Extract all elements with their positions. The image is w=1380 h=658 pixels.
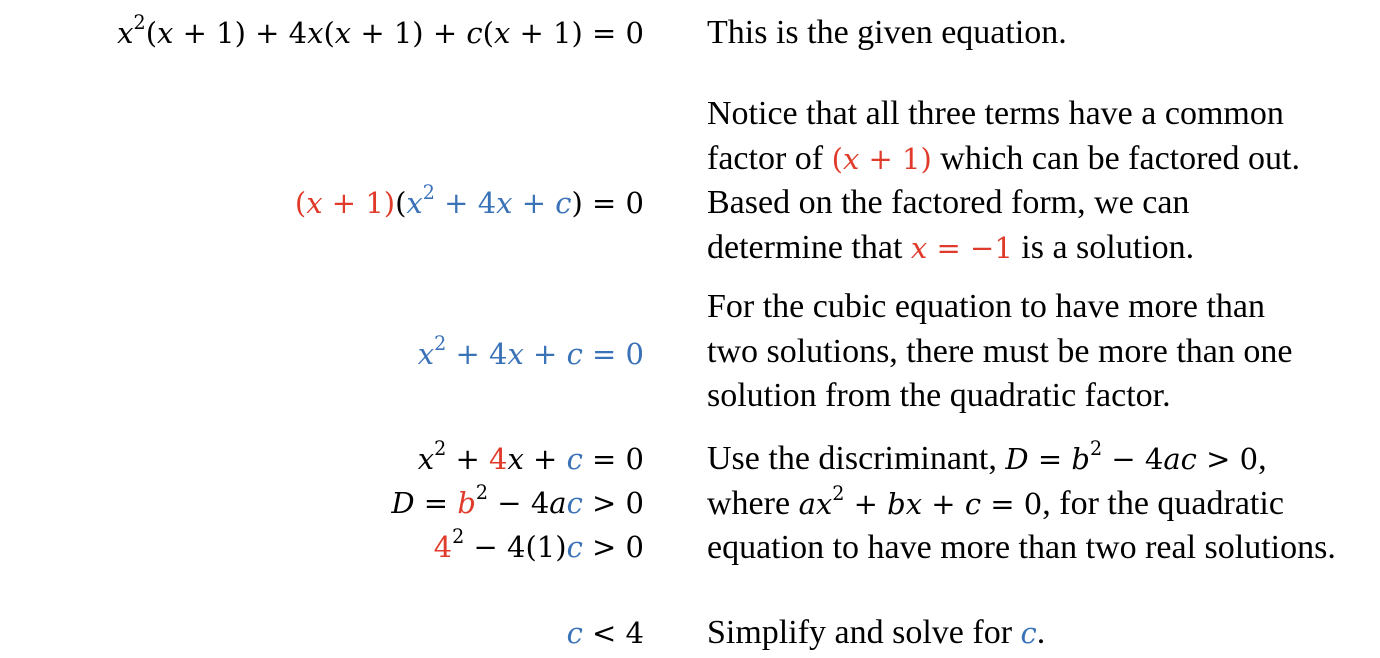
step3-equation-line: $x^2 + 4x + c = 0$ — [417, 332, 644, 371]
step4-equation-line-3: $4^2 - 4(1)c > 0$ — [433, 525, 644, 564]
step2-explanation-line-3: Based on the factored form, we can — [707, 184, 1190, 221]
step2-explanation-line-4: determine that x = −1 is a solution. — [707, 228, 1195, 266]
step4-explanation-line-2: where $ax^2$ + bx + c = 0, for the quadratic — [707, 481, 1284, 522]
step3-equation — [418, 332, 644, 376]
step1-explanation — [707, 11, 1067, 56]
step4-equations — [391, 437, 644, 569]
step1-explanation-line: This is the given equation. — [707, 14, 1067, 51]
step4-equation-line-1: $x^2 + 4x + c = 0$ — [417, 437, 644, 476]
step5-explanation — [707, 611, 1045, 656]
step5-equation — [567, 611, 644, 655]
step2-explanation-line-2: factor of (x + 1) which can be factored out. — [707, 139, 1300, 177]
step5-equation-line: c < 4 — [566, 616, 644, 650]
step1-equation-line: $x^2(x + 1) + 4x(x + 1) + c(x + 1) = 0$ — [117, 11, 644, 50]
step2-explanation — [707, 92, 1300, 270]
step3-explanation-line-1: For the cubic equation to have more than — [707, 288, 1265, 325]
step2-equation-line: $(x + 1)(x^2 + 4x + c) = 0$ — [294, 181, 644, 220]
step4-equation-line-2: $D = b^2 - 4ac > 0$ — [391, 481, 644, 520]
step4-explanation-line-3: equation to have more than two real solutions. — [707, 529, 1336, 566]
step3-explanation — [707, 285, 1292, 419]
step5-explanation-line: Simplify and solve for c. — [707, 614, 1046, 651]
step4-explanation — [707, 437, 1336, 571]
step2-explanation-line-1: Notice that all three terms have a common — [707, 95, 1284, 132]
step1-equation — [117, 11, 644, 55]
step4-explanation-line-1: Use the discriminant, $D = b^2 - 4ac > 0$, — [707, 437, 1267, 477]
step3-explanation-line-2: two solutions, there must be more than one — [707, 332, 1293, 370]
step3-explanation-line-3: solution from the quadratic factor. — [707, 377, 1171, 414]
step2-equation — [295, 181, 644, 225]
